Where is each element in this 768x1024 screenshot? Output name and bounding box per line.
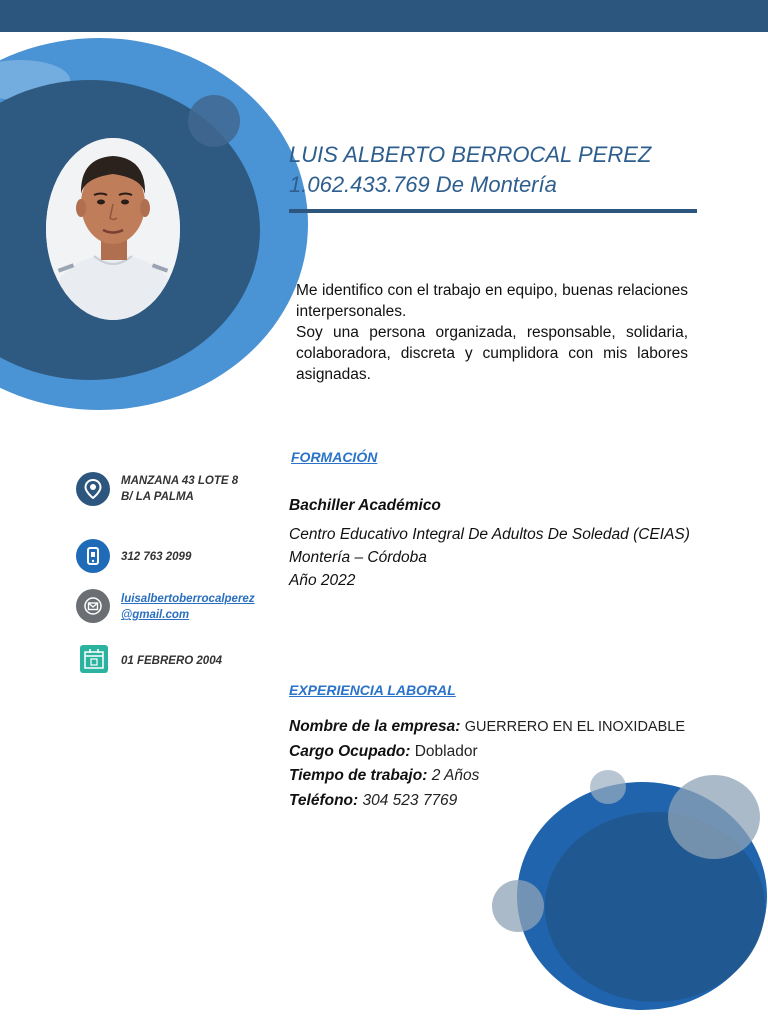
- experience-section-title: EXPERIENCIA LABORAL: [289, 682, 456, 698]
- experience-entry: [289, 715, 709, 813]
- profile-summary: [296, 280, 688, 385]
- address: [121, 473, 238, 505]
- email-link[interactable]: [121, 591, 255, 623]
- email-line-1: luisalbertoberrocalperez: [121, 593, 255, 605]
- education-location: Montería – Córdoba: [289, 549, 427, 566]
- duration-value: 2 Años: [431, 767, 480, 784]
- profile-paragraph-2: Soy una persona organizada, responsable, solidaria, colaboradora, discreta y cumplidora con mis labores asignadas.: [296, 324, 688, 383]
- education-section-title: FORMACIÓN: [291, 449, 378, 465]
- profile-photo: [46, 138, 180, 320]
- phone-icon: [76, 539, 110, 573]
- experience-company: [289, 715, 709, 740]
- company-label: Nombre de la empresa:: [289, 718, 461, 735]
- calendar-icon: [80, 645, 108, 673]
- profile-photo-illustration: [46, 138, 180, 320]
- decorative-circle-bottom-grey-left: [492, 880, 544, 932]
- experience-phone: [289, 789, 709, 814]
- location-pin-icon: [76, 472, 110, 506]
- position-label: Cargo Ocupado:: [289, 742, 411, 760]
- education-entry: [289, 497, 694, 592]
- birthdate: 01 FEBRERO 2004: [121, 655, 222, 667]
- experience-position: [289, 740, 709, 765]
- name-block: [289, 140, 709, 200]
- experience-duration: [289, 764, 709, 789]
- education-details: [289, 523, 694, 592]
- company-value: GUERRERO EN EL INOXIDABLE: [464, 719, 685, 735]
- email-icon: [76, 589, 110, 623]
- decorative-circle-small: [188, 95, 240, 147]
- education-year: Año 2022: [289, 572, 356, 589]
- address-line-2: B/ LA PALMA: [121, 491, 194, 503]
- phone-number: 312 763 2099: [121, 551, 192, 563]
- duration-label: Tiempo de trabajo:: [289, 767, 428, 784]
- header-bar: [0, 0, 768, 32]
- profile-paragraph-1: Me identifico con el trabajo en equipo, buenas relaciones interpersonales.: [296, 282, 688, 320]
- address-line-1: MANZANA 43 LOTE 8: [121, 475, 239, 487]
- experience-phone-label: Teléfono:: [289, 791, 359, 809]
- experience-phone-value: 304 523 7769: [362, 791, 458, 809]
- email-line-2: @gmail.com: [121, 609, 190, 621]
- name-divider: [289, 209, 697, 213]
- full-name: LUIS ALBERTO BERROCAL PEREZ: [289, 142, 652, 167]
- position-value: Doblador: [414, 742, 478, 760]
- education-institution: Centro Educativo Integral De Adultos De Soledad (CEIAS): [289, 526, 690, 543]
- education-degree: Bachiller Académico: [289, 497, 441, 514]
- id-number: 1.062.433.769 De Montería: [289, 172, 557, 197]
